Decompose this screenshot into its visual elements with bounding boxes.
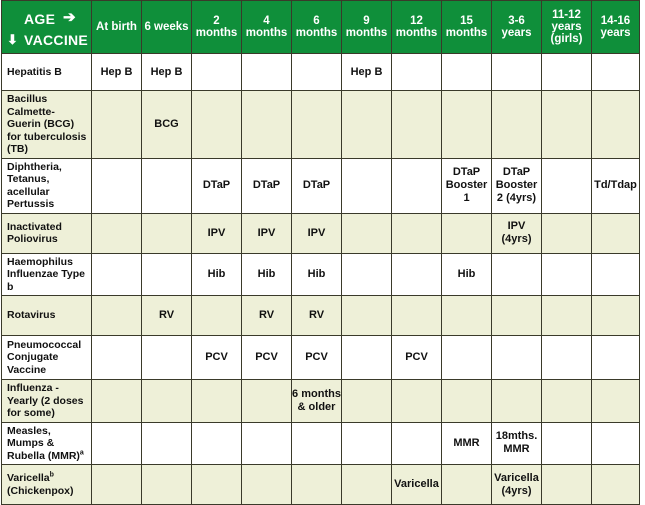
column-header-3: 2 months [192, 1, 242, 54]
schedule-cell: DTaP [192, 158, 242, 213]
schedule-cell [192, 465, 242, 505]
schedule-cell [492, 91, 542, 159]
schedule-cell: DTaP Booster 1 [442, 158, 492, 213]
schedule-cell [592, 213, 640, 253]
schedule-cell: Hib [442, 253, 492, 296]
schedule-cell: Td/Tdap [592, 158, 640, 213]
schedule-cell [442, 336, 492, 380]
schedule-cell: 18mths. MMR [492, 422, 542, 465]
schedule-cell [442, 91, 492, 159]
schedule-cell [142, 465, 192, 505]
schedule-cell [92, 465, 142, 505]
schedule-cell [92, 422, 142, 465]
schedule-cell: BCG [142, 91, 192, 159]
schedule-cell: Varicella (4yrs) [492, 465, 542, 505]
schedule-cell: IPV [292, 213, 342, 253]
vaccine-name: Influenza - Yearly (2 doses for some) [7, 382, 84, 419]
column-header-8: 15 months [442, 1, 492, 54]
schedule-cell [242, 380, 292, 423]
schedule-cell: RV [142, 296, 192, 336]
schedule-cell [192, 296, 242, 336]
schedule-cell [192, 91, 242, 159]
vaccine-name: Inactivated Poliovirus [7, 220, 62, 245]
schedule-cell [342, 296, 392, 336]
schedule-cell [242, 422, 292, 465]
column-header-7: 12 months [392, 1, 442, 54]
schedule-cell: MMR [442, 422, 492, 465]
schedule-cell: PCV [242, 336, 292, 380]
schedule-cell [292, 91, 342, 159]
vaccine-row [2, 296, 640, 336]
schedule-cell: RV [292, 296, 342, 336]
schedule-cell [542, 465, 592, 505]
vaccine-name: Rotavirus [7, 309, 56, 322]
vaccine-name: Hepatitis B [7, 65, 62, 78]
schedule-cell [592, 465, 640, 505]
schedule-body [2, 54, 640, 505]
schedule-cell: Hep B [342, 54, 392, 91]
schedule-cell [392, 213, 442, 253]
arrow-down-icon: ⬇ [7, 32, 18, 47]
column-header-9: 3-6 years [492, 1, 542, 54]
schedule-cell: PCV [192, 336, 242, 380]
schedule-cell [342, 465, 392, 505]
header-row [2, 1, 640, 54]
schedule-cell [142, 213, 192, 253]
schedule-cell: Hep B [142, 54, 192, 91]
schedule-cell: Hib [292, 253, 342, 296]
schedule-cell [142, 380, 192, 423]
vaccine-name-cell [2, 380, 92, 423]
vaccine-row [2, 380, 640, 423]
vaccine-row [2, 54, 640, 91]
column-header-6: 9 months [342, 1, 392, 54]
vaccine-row [2, 91, 640, 159]
schedule-cell [142, 158, 192, 213]
schedule-cell [442, 54, 492, 91]
column-header-11: 14-16 years [592, 1, 640, 54]
schedule-cell [92, 213, 142, 253]
schedule-cell [142, 336, 192, 380]
schedule-cell [392, 253, 442, 296]
schedule-cell [242, 54, 292, 91]
schedule-cell [542, 54, 592, 91]
schedule-cell [342, 158, 392, 213]
vaccine-name-cell [2, 213, 92, 253]
schedule-cell [542, 336, 592, 380]
vaccine-row [2, 158, 640, 213]
vaccine-name-cell [2, 253, 92, 296]
vaccine-row [2, 422, 640, 465]
schedule-cell: PCV [292, 336, 342, 380]
schedule-cell [442, 213, 492, 253]
schedule-cell [492, 54, 542, 91]
schedule-cell [592, 296, 640, 336]
vaccine-row [2, 336, 640, 380]
immunization-schedule-table [1, 0, 640, 505]
schedule-cell [592, 336, 640, 380]
schedule-cell [542, 213, 592, 253]
schedule-cell [392, 422, 442, 465]
schedule-cell [92, 158, 142, 213]
schedule-cell [542, 296, 592, 336]
schedule-cell [442, 296, 492, 336]
schedule-cell [92, 336, 142, 380]
vaccine-name-cell [2, 296, 92, 336]
schedule-cell [342, 213, 392, 253]
schedule-cell [92, 91, 142, 159]
schedule-cell [392, 158, 442, 213]
schedule-cell [342, 380, 392, 423]
schedule-cell: DTaP [292, 158, 342, 213]
vaccine-label: VACCINE [24, 32, 89, 48]
schedule-cell: 6 months & older [292, 380, 342, 423]
vaccine-name: Diphtheria, Tetanus, acellular Pertussis [7, 160, 62, 210]
schedule-cell: PCV [392, 336, 442, 380]
schedule-cell: IPV (4yrs) [492, 213, 542, 253]
column-header-4: 4 months [242, 1, 292, 54]
schedule-cell: IPV [192, 213, 242, 253]
schedule-cell: DTaP [242, 158, 292, 213]
schedule-cell [542, 91, 592, 159]
schedule-cell [392, 54, 442, 91]
footnote-marker: a [79, 449, 84, 456]
schedule-cell: DTaP Booster 2 (4yrs) [492, 158, 542, 213]
schedule-cell [542, 158, 592, 213]
vaccine-name: Haemophilus Influenzae Type b [7, 255, 85, 293]
schedule-cell [392, 91, 442, 159]
column-header-5: 6 months [292, 1, 342, 54]
vaccine-name-cell [2, 91, 92, 159]
schedule-cell [242, 465, 292, 505]
vaccine-name: Measles, Mumps & Rubella (MMR) [7, 424, 80, 462]
arrow-right-icon: ➔ [63, 9, 76, 26]
schedule-cell [192, 422, 242, 465]
vaccine-name-cell [2, 336, 92, 380]
schedule-cell [242, 91, 292, 159]
schedule-cell [142, 422, 192, 465]
schedule-cell [342, 91, 392, 159]
footnote-marker: b [49, 471, 54, 479]
vaccine-row [2, 253, 640, 296]
vaccine-row [2, 213, 640, 253]
column-header-10: 11-12 years (girls) [542, 1, 592, 54]
schedule-cell: RV [242, 296, 292, 336]
schedule-cell [342, 253, 392, 296]
schedule-cell [192, 54, 242, 91]
column-header-2: 6 weeks [142, 1, 192, 54]
schedule-cell [442, 380, 492, 423]
schedule-cell [542, 253, 592, 296]
age-vaccine-corner-header [2, 1, 92, 54]
vaccine-name: Pneumococcal Conjugate Vaccine [7, 338, 82, 376]
vaccine-name-cell [2, 465, 92, 505]
schedule-cell [492, 253, 542, 296]
schedule-cell [92, 253, 142, 296]
schedule-cell [292, 422, 342, 465]
vaccine-name-cell [2, 422, 92, 465]
vaccine-name-cell [2, 54, 92, 91]
column-header-1: At birth [92, 1, 142, 54]
schedule-cell [92, 380, 142, 423]
vaccine-name: Bacillus Calmette-Guerin (BCG) for tuberculosis (TB) [7, 93, 87, 155]
schedule-cell [492, 336, 542, 380]
schedule-cell [342, 336, 392, 380]
schedule-cell [542, 422, 592, 465]
vaccine-name: Varicella [7, 472, 50, 484]
vaccine-subname: (Chickenpox) [7, 484, 74, 497]
vaccine-row [2, 465, 640, 505]
schedule-cell: IPV [242, 213, 292, 253]
schedule-cell [142, 253, 192, 296]
schedule-cell [392, 380, 442, 423]
age-label: AGE [24, 11, 56, 27]
schedule-cell [592, 54, 640, 91]
schedule-cell [292, 54, 342, 91]
schedule-cell [592, 91, 640, 159]
schedule-cell [592, 253, 640, 296]
schedule-cell [592, 380, 640, 423]
schedule-cell [192, 380, 242, 423]
schedule-cell: Varicella [392, 465, 442, 505]
schedule-cell [392, 296, 442, 336]
schedule-cell: Hib [242, 253, 292, 296]
vaccine-name-cell [2, 158, 92, 213]
schedule-cell [592, 422, 640, 465]
schedule-cell [442, 465, 492, 505]
schedule-cell [342, 422, 392, 465]
schedule-cell [492, 296, 542, 336]
schedule-cell [92, 296, 142, 336]
schedule-cell [542, 380, 592, 423]
schedule-cell: Hib [192, 253, 242, 296]
schedule-cell: Hep B [92, 54, 142, 91]
schedule-cell [492, 380, 542, 423]
schedule-cell [292, 465, 342, 505]
